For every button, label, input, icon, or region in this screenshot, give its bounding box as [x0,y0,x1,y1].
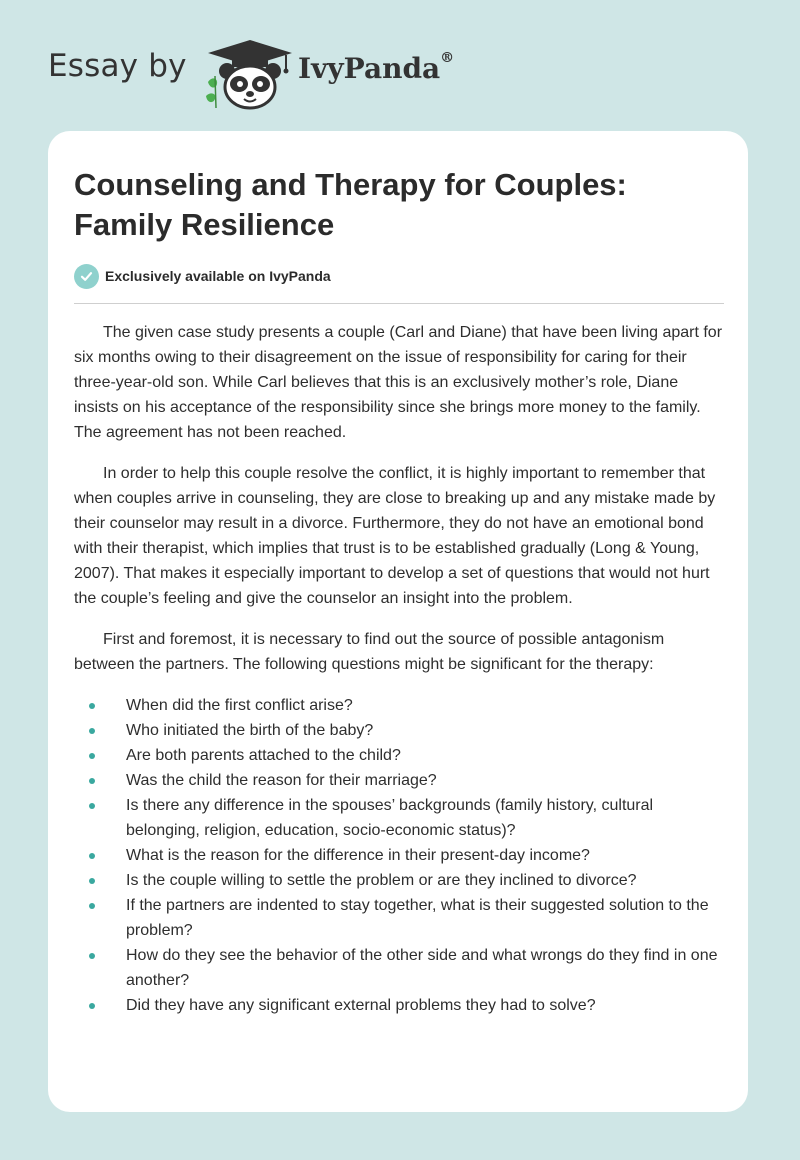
exclusive-badge [74,263,331,289]
question-text: If the partners are indented to stay together, what is their suggested solution to the problem? [126,897,709,939]
question-text: Is the couple willing to settle the problem or are they inclined to divorce? [126,872,637,889]
bullet-icon [89,903,95,909]
bullet-icon [89,753,95,759]
bullet-icon [89,1003,95,1009]
paragraph: First and foremost, it is necessary to find out the source of possible antagonism between the partners. The following questions might be significant for the therapy: [74,631,665,673]
question-list [74,693,724,1018]
question-text: When did the first conflict arise? [126,697,353,714]
list-item [74,768,724,793]
paragraph: The given case study presents a couple (Carl and Diane) that have been living apart for six months owing to their disagreement on the issue of responsibility for caring for their three-year-old son. While Carl believes that this is an exclusively mother’s role, Diane insists on his acceptance of the responsibility since she brings more money to the family. The agreement has not been reached. [74,324,723,441]
bullet-icon [89,953,95,959]
list-item [74,843,724,868]
article-body [74,320,724,1018]
question-text: Who initiated the birth of the baby? [126,722,374,739]
brand-text: IvyPanda [298,52,441,85]
list-item [74,793,724,843]
bullet-icon [89,853,95,859]
paragraph: In order to help this couple resolve the conflict, it is highly important to remember that when couples arrive in counseling, they are close to breaking up and any mistake made by their counselor may result in a divorce. Furthermore, they do not have an emotional bond with their therapist, which implies that trust is to be established gradually (Long & Young, 2007). That makes it especially important to develop a set of questions that would not hurt the couple’s feeling and give the counselor an insight into the problem. [74,465,716,607]
site-header [48,34,548,114]
divider [74,303,724,304]
question-text: Was the child the reason for their marriage? [126,772,437,789]
registered-mark: ® [440,50,455,66]
bullet-icon [89,878,95,884]
list-item [74,943,724,993]
bullet-icon [89,703,95,709]
bullet-icon [89,778,95,784]
list-item [74,993,724,1018]
list-item [74,718,724,743]
article-title: Counseling and Therapy for Couples: Family Resilience [74,167,627,242]
check-icon [74,264,99,289]
article-card [48,131,748,1112]
question-text: Is there any difference in the spouses’ backgrounds (family history, cultural belonging, religion, education, socio-economic status)? [126,797,654,839]
brand-name[interactable] [298,52,454,85]
question-text: What is the reason for the difference in their present-day income? [126,847,590,864]
question-text: Did they have any significant external problems they had to solve? [126,997,596,1014]
list-item [74,743,724,768]
essay-by-label: Essay by [48,48,187,84]
exclusive-label: Exclusively available on IvyPanda [105,268,331,284]
bullet-icon [89,803,95,809]
list-item [74,893,724,943]
list-item [74,868,724,893]
panda-graduate-logo-icon[interactable] [202,36,298,112]
question-text: Are both parents attached to the child? [126,747,401,764]
question-text: How do they see the behavior of the other side and what wrongs do they find in one another? [126,947,718,989]
bullet-icon [89,728,95,734]
list-item [74,693,724,718]
